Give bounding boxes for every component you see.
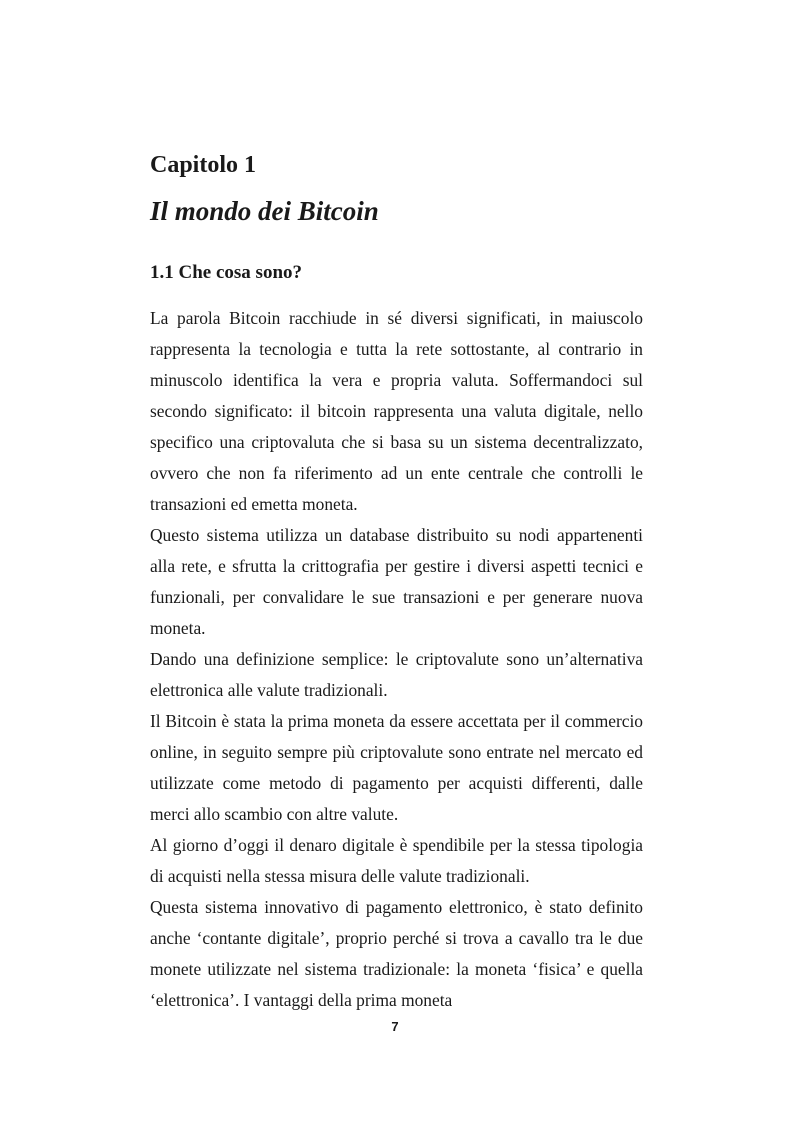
section-heading: 1.1 Che cosa sono? <box>150 262 303 283</box>
paragraph: Dando una definizione semplice: le criptovalute sono un’alternativa elettronica alle valute tradizionali. <box>150 649 643 700</box>
paragraph: Questo sistema utilizza un database distribuito su nodi appartenenti alla rete, e sfrutta la crittografia per gestire i diversi aspetti tecnici e funzionali, per convalidare le sue transazioni e per generare nuova moneta. <box>150 525 643 638</box>
paragraph: Questa sistema innovativo di pagamento elettronico, è stato definito anche ‘contante digitale’, proprio perché si trova a cavallo tra le due monete utilizzate nel sistema tradizionale: la moneta ‘fisica’ e quella ‘elettronica’. I vantaggi della prima moneta <box>150 897 643 1010</box>
chapter-title: Il mondo dei Bitcoin <box>150 196 379 226</box>
paragraph: La parola Bitcoin racchiude in sé diversi significati, in maiuscolo rappresenta la tecnologia e tutta la rete sottostante, al contrario in minuscolo identifica la vera e propria valuta. Soffermandoci sul secondo significato: il bitcoin rappresenta una valuta digitale, nello specifico una criptovaluta che si basa su un sistema decentralizzato, ovvero che non fa riferimento ad un ente centrale che controlli le transazioni ed emetta moneta. <box>150 308 643 514</box>
paragraph: Al giorno d’oggi il denaro digitale è spendibile per la stessa tipologia di acquisti nella stessa misura delle valute tradizionali. <box>150 835 643 886</box>
chapter-label: Capitolo 1 <box>150 152 257 178</box>
page-number: 7 <box>391 1019 399 1034</box>
paragraph: Il Bitcoin è stata la prima moneta da essere accettata per il commercio online, in seguito sempre più criptovalute sono entrate nel mercato ed utilizzate come metodo di pagamento per acquisti differenti, dalle merci allo scambio con altre valute. <box>150 711 643 824</box>
body-text <box>150 303 643 1016</box>
